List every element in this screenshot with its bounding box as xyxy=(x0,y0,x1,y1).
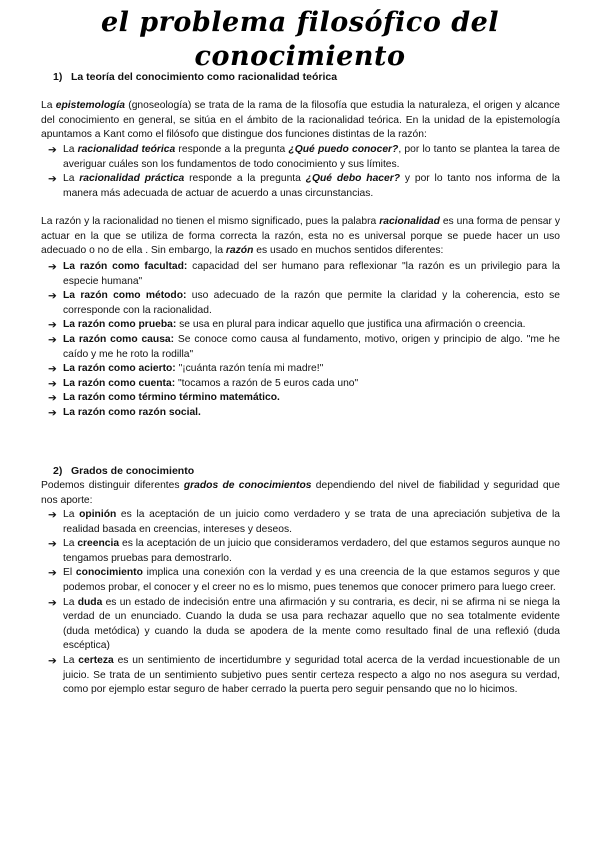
section-2-number: 2) xyxy=(53,465,63,477)
section-1-number: 1) xyxy=(53,71,63,83)
grades-list xyxy=(41,508,560,698)
term-epistemologia: epistemología xyxy=(55,100,125,111)
arrow-bullet-icon: ➔ xyxy=(48,319,57,332)
arrow-bullet-icon: ➔ xyxy=(48,567,57,580)
reason-paragraph: La razón y la racionalidad no tienen el mismo significado, pues la palabra racionalidad es una forma de pensar y actuar en la que se utiliza de forma correcta la razón, esta no es universal porque se puede hacer un uso adecuado o no de ella . Sin embargo, la razón es usado en muchos sentidos diferentes: xyxy=(41,216,560,257)
arrow-bullet-icon: ➔ xyxy=(48,654,57,667)
list-item: ➔ La razón como cuenta: "tocamos a razón de 5 euros cada uno" xyxy=(48,377,359,390)
arrow-bullet-icon: ➔ xyxy=(48,173,57,186)
arrow-bullet-icon: ➔ xyxy=(48,406,57,419)
list-item: ➔ La creencia es la aceptación de un juicio que consideramos verdadero, del que estamos seguros aunque no tengamos pruebas para demostrarlo. xyxy=(48,538,560,564)
epistemology-paragraph: La epistemología (gnoseología) se trata de la rama de la filosofía que estudia la naturaleza, el origen y alcance del conocimiento en general, se sitúa en el ámbito de la racionalidad teórica. En la unidad de la epistemología apuntamos a Kant como el filósofo que distingue dos funciones distintas de la razón: xyxy=(41,100,560,141)
term-grados: grados de conocimientos xyxy=(183,480,312,491)
list-item: ➔ La razón como causa: Se conoce como causa al fundamento, motivo, origen y principio de algo. "me he caído y me he roto la rodilla" xyxy=(48,333,560,360)
arrow-bullet-icon: ➔ xyxy=(48,509,57,521)
list-item: ➔ La certeza es un sentimiento de incertidumbre y seguridad total acerca de la verdad incuestionable de un juicio. Se trata de un sentimiento subjetivo pues sentir certeza respecto a algo no nos asegura su verdad, como por ejemplo estar seguro de haber cerrado la puerta pero seguir pensando que no lo hicimos. xyxy=(48,654,560,696)
arrow-bullet-icon: ➔ xyxy=(48,144,57,156)
list-item: ➔ La razón como razón social. xyxy=(48,406,201,419)
arrow-bullet-icon: ➔ xyxy=(48,377,57,390)
reason-meanings-list xyxy=(41,260,560,421)
list-item: ➔ El conocimiento implica una conexión con la verdad y es una creencia de la que estamos seguros y que podemos probar, el conocer y el creer no es lo mismo, pues tenemos que conocer primero para luego creer. xyxy=(48,567,560,593)
list-item: ➔ La razón como facultad: capacidad del ser humano para reflexionar "la razón es un privilegio para la especie humana" xyxy=(48,261,560,287)
list-item: ➔ La razón como prueba: se usa en plural para indicar aquello que justifica una afirmación o creencia. xyxy=(48,319,526,332)
section-1-title: La teoría del conocimiento como racionalidad teórica xyxy=(71,71,338,83)
arrow-bullet-icon: ➔ xyxy=(48,333,57,346)
arrow-bullet-icon: ➔ xyxy=(48,538,57,551)
section-1-heading xyxy=(53,70,337,85)
list-item: ➔ La opinión es la aceptación de un juicio como verdadero y se trata de una apreciación subjetiva de la realidad basada en creencias, intereses y deseos. xyxy=(48,509,560,535)
list-item: ➔ La duda es un estado de indecisión entre una afirmación y su contraria, es decir, ni se afirma ni se niega la verdad de un enunciado. Cuando la duda se usa para rechazar aquello que no sea totalmente evidente (duda metódica) y cuando la duda se apodera de la mente como resultado final de una reflexió (duda escéptica) xyxy=(48,596,560,652)
grades-paragraph: Podemos distinguir diferentes grados de conocimientos dependiendo del nivel de fiabilidad y seguridad que nos aporte: xyxy=(41,480,561,506)
reason-functions-list xyxy=(41,143,560,201)
term-racionalidad: racionalidad xyxy=(379,216,440,227)
arrow-bullet-icon: ➔ xyxy=(48,261,57,273)
list-item: ➔ La racionalidad práctica responde a la pregunta ¿Qué debo hacer? y por lo tanto nos informa de la manera más adecuada de actuar de acuerdo a unas circunstancias. xyxy=(48,173,560,199)
arrow-bullet-icon: ➔ xyxy=(48,363,57,376)
section-2-title: Grados de conocimiento xyxy=(71,465,195,477)
arrow-bullet-icon: ➔ xyxy=(48,392,57,405)
term-razon: razón xyxy=(225,245,254,257)
list-item: ➔ La razón como acierto: "¡cuánta razón tenía mi madre!" xyxy=(48,363,324,376)
arrow-bullet-icon: ➔ xyxy=(48,596,57,609)
list-item: ➔ La razón como término término matemático. xyxy=(48,392,280,405)
arrow-bullet-icon: ➔ xyxy=(48,290,57,303)
page-title: el problema filosófico del conocimiento xyxy=(100,7,500,72)
section-2-heading xyxy=(53,464,194,479)
list-item: ➔ La racionalidad teórica responde a la pregunta ¿Qué puedo conocer?, por lo tanto se plantea la tarea de averiguar cuáles son los fundamentos de todo conocimiento y sus límites. xyxy=(48,144,560,170)
list-item: ➔ La razón como método: uso adecuado de la razón que permite la claridad y la coherencia, esto se corresponde con la racionalidad. xyxy=(48,290,561,316)
